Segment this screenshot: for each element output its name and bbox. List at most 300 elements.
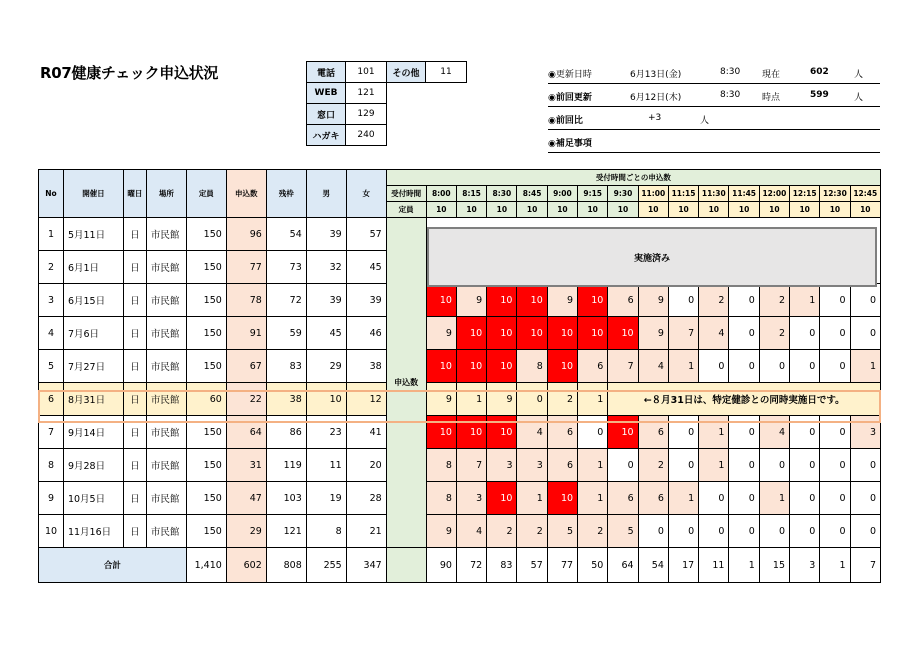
- slot-count: 0: [820, 416, 850, 449]
- total-male: 255: [306, 548, 346, 583]
- row-applied: 91: [226, 317, 266, 350]
- slot-count: 10: [426, 350, 456, 383]
- prev-date: 6月12日(木): [630, 93, 682, 103]
- row-applied: 22: [226, 383, 266, 416]
- side-label: 申込数: [386, 218, 426, 548]
- slot-count: 10: [456, 317, 486, 350]
- row-date: 6月15日: [63, 284, 123, 317]
- total-label: 合計: [39, 548, 187, 583]
- slot-count: 6: [547, 416, 577, 449]
- slot-time: 8:45: [517, 186, 547, 202]
- slot-time: 11:00: [638, 186, 668, 202]
- row-remain: 121: [266, 515, 306, 548]
- update-time: 8:30: [720, 67, 741, 77]
- row-remain: 86: [266, 416, 306, 449]
- slot-count: 0: [790, 350, 820, 383]
- header-date: 開催日: [63, 170, 123, 218]
- slot-count: 0: [699, 515, 729, 548]
- slot-time: 9:30: [608, 186, 638, 202]
- slot-count: 6: [547, 449, 577, 482]
- slot-count: 3: [517, 449, 547, 482]
- row-no: 3: [39, 284, 64, 317]
- row-remain: 72: [266, 284, 306, 317]
- channel-value: 129: [346, 104, 387, 125]
- row-date: 7月27日: [63, 350, 123, 383]
- row-no: 5: [39, 350, 64, 383]
- page-title: R07健康チェック申込状況: [40, 64, 219, 82]
- total-slot: 1: [729, 548, 759, 583]
- total-slot: 54: [638, 548, 668, 583]
- slot-count: 1: [578, 482, 608, 515]
- row-place: 市民館: [146, 515, 186, 548]
- note-row: [548, 130, 880, 153]
- slot-count: 0: [790, 482, 820, 515]
- row-applied: 29: [226, 515, 266, 548]
- table-row: [39, 416, 881, 449]
- row-male: 23: [306, 416, 346, 449]
- slot-count: 0: [729, 416, 759, 449]
- slot-time: 9:15: [578, 186, 608, 202]
- row-no: 7: [39, 416, 64, 449]
- table-row: [39, 284, 881, 317]
- slot-count: 6: [608, 284, 638, 317]
- header-slot-group: 受付時間ごとの申込数: [386, 170, 880, 186]
- row-dow: 日: [123, 218, 146, 251]
- row-male: 10: [306, 383, 346, 416]
- slot-count: 1: [668, 482, 698, 515]
- channel-label: ハガキ: [307, 125, 346, 146]
- slot-count: 0: [638, 515, 668, 548]
- row-dow: 日: [123, 251, 146, 284]
- row-female: 38: [346, 350, 386, 383]
- slot-count: 0: [729, 284, 759, 317]
- note-label: ◉補足事項: [548, 139, 592, 149]
- update-row: [548, 61, 880, 84]
- slot-count: 1: [668, 350, 698, 383]
- channel-label: WEB: [307, 83, 346, 104]
- channel-label: 電話: [307, 62, 346, 83]
- row-applied: 96: [226, 218, 266, 251]
- slot-count: 10: [578, 284, 608, 317]
- unit: 人: [700, 116, 710, 126]
- slot-count: 0: [790, 416, 820, 449]
- slot-count: 0: [517, 383, 547, 416]
- slot-cap: 10: [850, 202, 880, 218]
- header-dow: 曜日: [123, 170, 146, 218]
- slot-cap: 10: [790, 202, 820, 218]
- row-place: 市民館: [146, 251, 186, 284]
- row-cap: 150: [186, 482, 226, 515]
- slot-count: 5: [547, 515, 577, 548]
- row-dow: 日: [123, 416, 146, 449]
- slot-count: 2: [759, 284, 789, 317]
- row-applied: 78: [226, 284, 266, 317]
- header-place: 場所: [146, 170, 186, 218]
- row-remain: 119: [266, 449, 306, 482]
- row-no: 4: [39, 317, 64, 350]
- header-remain: 残枠: [266, 170, 306, 218]
- prev-time: 8:30: [720, 90, 741, 100]
- total-slot: 83: [487, 548, 517, 583]
- slot-count: 0: [850, 515, 880, 548]
- slot-count: 1: [578, 449, 608, 482]
- completed-banner: 実施済み: [427, 227, 877, 287]
- slot-count: 8: [517, 350, 547, 383]
- slot-count: 6: [638, 482, 668, 515]
- row-date: 10月5日: [63, 482, 123, 515]
- slot-count: 10: [487, 416, 517, 449]
- slot-count: 1: [790, 284, 820, 317]
- slot-cap: 10: [608, 202, 638, 218]
- slot-count: 5: [608, 515, 638, 548]
- row-date: 11月16日: [63, 515, 123, 548]
- slot-count: 10: [487, 317, 517, 350]
- channel-value: 101: [346, 62, 387, 83]
- row-cap: 60: [186, 383, 226, 416]
- slot-count: 0: [850, 317, 880, 350]
- table-row: [39, 482, 881, 515]
- slot-count: 0: [729, 515, 759, 548]
- slot-count: 8: [426, 449, 456, 482]
- channel-label: その他: [387, 62, 426, 83]
- row-cap: 150: [186, 218, 226, 251]
- slot-count: 3: [456, 482, 486, 515]
- slot-cap: 10: [759, 202, 789, 218]
- unit: 人: [854, 93, 864, 103]
- slot-count: 1: [850, 350, 880, 383]
- row-no: 9: [39, 482, 64, 515]
- slot-count: 2: [517, 515, 547, 548]
- slot-count: 2: [487, 515, 517, 548]
- slot-count: 4: [759, 416, 789, 449]
- diff-label: ◉前回比: [548, 116, 583, 126]
- slot-count: 0: [820, 350, 850, 383]
- total-slot: 1: [820, 548, 850, 583]
- row-female: 45: [346, 251, 386, 284]
- slot-count: 10: [487, 284, 517, 317]
- row-male: 39: [306, 284, 346, 317]
- row-applied: 31: [226, 449, 266, 482]
- row-dow: 日: [123, 284, 146, 317]
- row-dow: 日: [123, 449, 146, 482]
- current-value: 602: [810, 67, 829, 77]
- slot-count: 0: [668, 449, 698, 482]
- slot-count: 0: [699, 482, 729, 515]
- slot-count: 10: [487, 482, 517, 515]
- row-date: 8月31日: [63, 383, 123, 416]
- row-dow: 日: [123, 317, 146, 350]
- slot-count: 0: [759, 449, 789, 482]
- slot-count: 0: [759, 515, 789, 548]
- slot-time: 8:30: [487, 186, 517, 202]
- total-applied: 602: [226, 548, 266, 583]
- slot-count: 0: [820, 515, 850, 548]
- slot-cap: 10: [668, 202, 698, 218]
- slot-cap: 10: [578, 202, 608, 218]
- row-remain: 83: [266, 350, 306, 383]
- slot-count: 10: [547, 482, 577, 515]
- row-date: 6月1日: [63, 251, 123, 284]
- slot-time: 12:30: [820, 186, 850, 202]
- slot-count: 0: [850, 449, 880, 482]
- slot-count: 1: [699, 449, 729, 482]
- slot-cap: 10: [547, 202, 577, 218]
- slot-count: 0: [790, 449, 820, 482]
- slot-count: 1: [517, 482, 547, 515]
- total-slot: 64: [608, 548, 638, 583]
- slot-time: 11:30: [699, 186, 729, 202]
- row-no: 6: [39, 383, 64, 416]
- slot-count: 4: [699, 317, 729, 350]
- row-cap: 150: [186, 449, 226, 482]
- slot-count: 0: [790, 317, 820, 350]
- slot-count: 1: [759, 482, 789, 515]
- slot-count: 6: [608, 482, 638, 515]
- slot-count: 0: [790, 515, 820, 548]
- slot-count: 0: [820, 482, 850, 515]
- row-male: 32: [306, 251, 346, 284]
- slot-cap: 10: [456, 202, 486, 218]
- row-male: 29: [306, 350, 346, 383]
- row-remain: 103: [266, 482, 306, 515]
- row-dow: 日: [123, 350, 146, 383]
- slot-count: 10: [456, 350, 486, 383]
- prev-update-row: [548, 84, 880, 107]
- row-male: 8: [306, 515, 346, 548]
- row-female: 39: [346, 284, 386, 317]
- row-applied: 67: [226, 350, 266, 383]
- header-no: No: [39, 170, 64, 218]
- slot-count: 10: [578, 317, 608, 350]
- slot-count: 4: [456, 515, 486, 548]
- update-info: [548, 61, 880, 153]
- slot-count: 10: [426, 416, 456, 449]
- slot-count: 9: [426, 515, 456, 548]
- row-female: 57: [346, 218, 386, 251]
- slot-count: 2: [547, 383, 577, 416]
- slot-count: 1: [578, 383, 608, 416]
- row-female: 20: [346, 449, 386, 482]
- slot-count: 1: [699, 416, 729, 449]
- slot-count: 2: [759, 317, 789, 350]
- slot-count: 9: [638, 284, 668, 317]
- slot-time: 12:45: [850, 186, 880, 202]
- prev-label: ◉前回更新: [548, 93, 592, 103]
- row-female: 41: [346, 416, 386, 449]
- slot-count: 1: [456, 383, 486, 416]
- row-date: 7月6日: [63, 317, 123, 350]
- row-dow: 日: [123, 482, 146, 515]
- slot-cap: 10: [426, 202, 456, 218]
- row-applied: 77: [226, 251, 266, 284]
- row-place: 市民館: [146, 284, 186, 317]
- header-slot-cap: 定員: [386, 202, 426, 218]
- channel-table: [306, 61, 467, 146]
- table-row: [39, 317, 881, 350]
- slot-count: 10: [608, 416, 638, 449]
- table-row: [39, 449, 881, 482]
- slot-count: 9: [426, 383, 456, 416]
- row-applied: 64: [226, 416, 266, 449]
- slot-count: 3: [487, 449, 517, 482]
- header-slot-time: 受付時間: [386, 186, 426, 202]
- slot-count: 0: [578, 416, 608, 449]
- slot-count: 0: [729, 350, 759, 383]
- table-row: [39, 350, 881, 383]
- slot-count: 0: [729, 482, 759, 515]
- total-slot: 7: [850, 548, 880, 583]
- total-row: [39, 548, 881, 583]
- slot-cap: 10: [820, 202, 850, 218]
- slot-count: 0: [820, 284, 850, 317]
- slot-count: 4: [517, 416, 547, 449]
- row-no: 8: [39, 449, 64, 482]
- total-side: [386, 548, 426, 583]
- slot-count: 0: [820, 317, 850, 350]
- slot-count: 2: [638, 449, 668, 482]
- row-cap: 150: [186, 416, 226, 449]
- slot-count: 10: [547, 317, 577, 350]
- row-female: 46: [346, 317, 386, 350]
- slot-count: 10: [487, 350, 517, 383]
- slot-cap: 10: [638, 202, 668, 218]
- slot-count: 9: [426, 317, 456, 350]
- total-slot: 90: [426, 548, 456, 583]
- row-place: 市民館: [146, 416, 186, 449]
- slot-count: 0: [820, 449, 850, 482]
- slot-count: 6: [638, 416, 668, 449]
- slot-count: 10: [608, 317, 638, 350]
- slot-count: 10: [426, 284, 456, 317]
- header-female: 女: [346, 170, 386, 218]
- slot-count: 7: [456, 449, 486, 482]
- total-slot: 3: [790, 548, 820, 583]
- slot-cap: 10: [699, 202, 729, 218]
- row-date: 9月28日: [63, 449, 123, 482]
- slot-count: 10: [517, 317, 547, 350]
- slot-count: 9: [456, 284, 486, 317]
- header-male: 男: [306, 170, 346, 218]
- slot-count: 6: [578, 350, 608, 383]
- header-cap: 定員: [186, 170, 226, 218]
- slot-time: 12:15: [790, 186, 820, 202]
- row-cap: 150: [186, 251, 226, 284]
- slot-count: 8: [426, 482, 456, 515]
- slot-time: 8:00: [426, 186, 456, 202]
- total-cap: 1,410: [186, 548, 226, 583]
- slot-count: 2: [699, 284, 729, 317]
- total-slot: 17: [668, 548, 698, 583]
- slot-count: 10: [517, 284, 547, 317]
- prev-value: 599: [810, 90, 829, 100]
- row-no: 10: [39, 515, 64, 548]
- row-cap: 150: [186, 317, 226, 350]
- slot-count: 2: [578, 515, 608, 548]
- row-remain: 59: [266, 317, 306, 350]
- slot-count: 0: [668, 416, 698, 449]
- slot-count: 9: [547, 284, 577, 317]
- slot-time: 11:15: [668, 186, 698, 202]
- channel-label: 窓口: [307, 104, 346, 125]
- row-place: 市民館: [146, 383, 186, 416]
- diff-value: +3: [648, 113, 662, 123]
- diff-row: [548, 107, 880, 130]
- slot-time: 8:15: [456, 186, 486, 202]
- row-place: 市民館: [146, 449, 186, 482]
- slot-count: 0: [668, 515, 698, 548]
- slot-cap: 10: [517, 202, 547, 218]
- slot-count: 0: [668, 284, 698, 317]
- slot-count: 0: [759, 350, 789, 383]
- slot-count: 4: [638, 350, 668, 383]
- slot-cap: 10: [487, 202, 517, 218]
- special-note: ←８月31日は、特定健診との同時実施日です。: [608, 383, 881, 416]
- slot-time: 9:00: [547, 186, 577, 202]
- slot-count: 9: [487, 383, 517, 416]
- row-cap: 150: [186, 284, 226, 317]
- row-no: 1: [39, 218, 64, 251]
- row-dow: 日: [123, 383, 146, 416]
- slot-count: 0: [699, 350, 729, 383]
- total-slot: 15: [759, 548, 789, 583]
- row-place: 市民館: [146, 218, 186, 251]
- slot-count: 9: [638, 317, 668, 350]
- row-male: 45: [306, 317, 346, 350]
- total-slot: 72: [456, 548, 486, 583]
- row-place: 市民館: [146, 482, 186, 515]
- slot-count: 10: [547, 350, 577, 383]
- row-cap: 150: [186, 515, 226, 548]
- table-row: [39, 515, 881, 548]
- row-female: 28: [346, 482, 386, 515]
- slot-count: 7: [608, 350, 638, 383]
- row-male: 39: [306, 218, 346, 251]
- channel-value: 121: [346, 83, 387, 104]
- slot-count: 3: [850, 416, 880, 449]
- slot-count: 0: [729, 449, 759, 482]
- slot-count: 7: [668, 317, 698, 350]
- channel-value: 11: [426, 62, 467, 83]
- total-slot: 11: [699, 548, 729, 583]
- row-female: 12: [346, 383, 386, 416]
- slot-count: 0: [850, 284, 880, 317]
- row-remain: 38: [266, 383, 306, 416]
- row-place: 市民館: [146, 350, 186, 383]
- slot-cap: 10: [729, 202, 759, 218]
- update-label: ◉更新日時: [548, 70, 592, 80]
- table-row: [39, 383, 881, 416]
- total-slot: 57: [517, 548, 547, 583]
- total-female: 347: [346, 548, 386, 583]
- total-slot: 77: [547, 548, 577, 583]
- row-no: 2: [39, 251, 64, 284]
- current-label: 現在: [762, 70, 781, 80]
- row-date: 5月11日: [63, 218, 123, 251]
- slot-count: 10: [456, 416, 486, 449]
- row-place: 市民館: [146, 317, 186, 350]
- row-cap: 150: [186, 350, 226, 383]
- channel-value: 240: [346, 125, 387, 146]
- slot-count: 0: [608, 449, 638, 482]
- row-male: 19: [306, 482, 346, 515]
- row-remain: 54: [266, 218, 306, 251]
- row-applied: 47: [226, 482, 266, 515]
- unit: 人: [854, 70, 864, 80]
- row-remain: 73: [266, 251, 306, 284]
- slot-count: 0: [729, 317, 759, 350]
- slot-count: 0: [850, 482, 880, 515]
- total-slot: 50: [578, 548, 608, 583]
